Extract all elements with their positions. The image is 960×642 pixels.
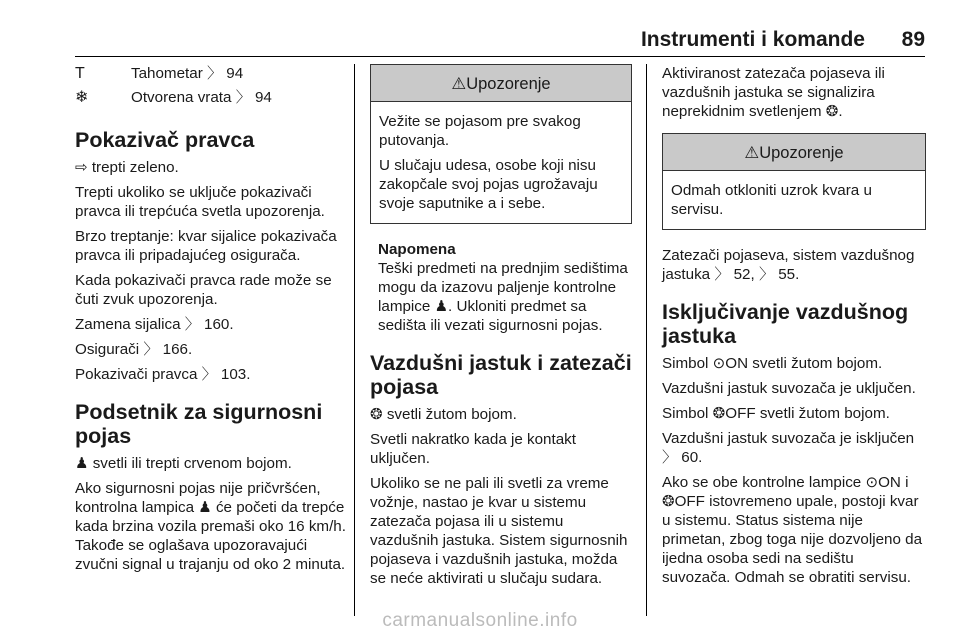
paragraph: Vazdušni jastuk suvozača je uključen. (662, 380, 916, 397)
paragraph (662, 64, 926, 121)
paragraph: Trepti ukoliko se uključe pokazivači pravca ili trepćuća svetla upozorenja. (75, 184, 325, 220)
paragraph (75, 479, 347, 574)
text: ON i (878, 474, 909, 491)
ref-arrow-icon: 〉 (201, 366, 217, 383)
page-ref: 94 (254, 89, 272, 106)
door-icon: ❄ (75, 89, 89, 106)
airbag-icon: ❂ (825, 103, 839, 120)
text: ON svetli žutom bojom. (725, 355, 883, 372)
page-number: 89 (901, 28, 925, 51)
warning-box (662, 133, 926, 230)
reference (75, 315, 347, 334)
paragraph (370, 405, 632, 424)
indicator-label: Otvorena vrata (131, 89, 232, 106)
seatbelt-icon: ♟ (75, 455, 89, 472)
paragraph (75, 158, 347, 177)
indicator-label: Tahometar (131, 65, 203, 82)
text: . Ukloniti predmet sa sedišta ili vezati sigurnosni pojas. (378, 298, 603, 334)
airbag-off-icon: ❂ (712, 405, 726, 422)
section-heading: Vazdušni jastuk i zatezači pojasa (370, 351, 632, 399)
text: trepti zeleno. (91, 159, 179, 176)
warning-title: Upozorenje (759, 144, 844, 162)
column-1 (75, 64, 347, 580)
paragraph: Odmah otkloniti uzrok kvara u servisu. (671, 182, 872, 218)
ref-arrow-icon: 〉 (143, 341, 159, 358)
text: Zamena sijalica (75, 316, 181, 333)
warning-box (370, 64, 632, 224)
page-header (75, 26, 925, 57)
warning-icon: ⚠ (744, 144, 760, 162)
tachometer-icon: Т (75, 65, 85, 82)
paragraph (662, 473, 926, 587)
ref-arrow-icon: 〉 (184, 316, 200, 333)
warning-header (371, 65, 631, 102)
paragraph (662, 429, 926, 467)
reference (662, 246, 926, 284)
page-ref: 94 (226, 65, 244, 82)
page-ref: 160. (204, 316, 234, 333)
text: Teški predmeti na prednjim sedištima mogu da izazovu paljenje kontrolne lampice (378, 260, 628, 315)
text: Pokazivači pravca (75, 366, 198, 383)
ref-arrow-icon: 〉 (235, 89, 251, 106)
warning-body (663, 171, 925, 229)
page-title: Instrumenti i komande (640, 28, 865, 51)
paragraph: Ukoliko se ne pali ili svetli za vreme vožnje, nastao je kvar u sistemu zatezača pojasa ili u sistemu vazdušnih jastuka. Sistem sigurnosnih pojaseva i vazdušnih jastuka, možda se neće aktivirati u slučaju sudara. (370, 475, 628, 587)
indicator-text (131, 64, 243, 83)
text: svetli žutom bojom. (386, 406, 517, 423)
text: svetli ili trepti crvenom bojom. (92, 455, 292, 472)
section-heading: Pokazivač pravca (75, 128, 255, 152)
paragraph: Kada pokazivači pravca rade može se čuti zvuk upozorenja. (75, 272, 332, 308)
paragraph: U slučaju udesa, osobe koji nisu zakopčale svoj pojas ugrožavaju svoje saputnike a i sebe. (379, 157, 598, 212)
indicator-row (75, 88, 347, 112)
text: će početi da trepće kada brzina vozila premaši oko 16 km/h. Takođe se oglašava upozoravajući zvučni signal u trajanju od oko 2 minuta. (75, 499, 346, 573)
ref-arrow-icon: 〉 (714, 266, 730, 283)
warning-title: Upozorenje (466, 75, 551, 93)
seatbelt-icon: ♟ (434, 298, 449, 315)
warning-body (371, 102, 631, 223)
text: Aktiviranost zatezača pojaseva ili vazdušnih jastuka se signalizira neprekidnim svetlenjem (662, 65, 885, 120)
seatbelt-icon: ♟ (198, 499, 212, 516)
page-ref: 103. (220, 366, 251, 383)
paragraph: Svetli nakratko kada je kontakt uključen. (370, 431, 576, 467)
page-ref: 55. (778, 266, 800, 283)
text: Osigurači (75, 341, 140, 358)
turn-arrow-icon: ⇨ (75, 159, 88, 176)
note-label: Napomena (378, 241, 456, 258)
ref-arrow-icon: 〉 (758, 266, 774, 283)
warning-header (663, 134, 925, 171)
reference (75, 365, 347, 384)
text: Ako se obe kontrolne lampice (662, 474, 862, 491)
page-ref: 52, (733, 266, 755, 283)
section-heading: Podsetnik za sigurnosni pojas (75, 400, 323, 448)
text: Ako sigurnosni pojas nije pričvršćen, kontrolna lampica (75, 480, 321, 516)
airbag-on-icon: ⊙ (865, 474, 879, 491)
text: Zatezači pojaseva, sistem vazdušnog jastuka (662, 247, 915, 283)
text: Simbol (662, 405, 709, 422)
paragraph (662, 404, 926, 423)
paragraph (75, 454, 347, 473)
text: . (838, 103, 843, 120)
text: Vazdušni jastuk suvozača je isključen (662, 430, 915, 447)
paragraph (662, 354, 926, 373)
section-heading: Isključivanje vazdušnog jastuka (662, 300, 909, 348)
column-2 (370, 64, 632, 594)
text: Simbol (662, 355, 709, 372)
column-3 (662, 64, 926, 593)
text: OFF svetli žutom bojom. (725, 405, 890, 422)
note-box (370, 240, 632, 335)
airbag-icon: ❂ (370, 406, 383, 423)
airbag-off-icon: ❂ (662, 493, 675, 510)
ref-arrow-icon: 〉 (662, 449, 678, 466)
indicator-text (131, 88, 272, 107)
paragraph: Vežite se pojasom pre svakog putovanja. (379, 113, 581, 149)
page-ref: 166. (162, 341, 193, 358)
airbag-on-icon: ⊙ (712, 355, 726, 372)
reference (75, 340, 347, 359)
indicator-row (75, 64, 347, 88)
text: OFF istovremeno upale, postoji kvar u sistemu. Status sistema nije primetan, zbog toga nije dozvoljeno da ijedna osoba sedi na sedištu suvozača. Odmah se obratiti servisu. (662, 493, 923, 586)
column-divider (354, 64, 355, 616)
paragraph: Brzo treptanje: kvar sijalice pokazivača pravca ili pripadajućeg osigurača. (75, 228, 337, 264)
page-ref: 60. (681, 449, 703, 466)
watermark: carmanualsonline.info (382, 610, 578, 631)
ref-arrow-icon: 〉 (207, 65, 223, 82)
warning-icon: ⚠ (451, 75, 467, 93)
column-divider (646, 64, 647, 616)
